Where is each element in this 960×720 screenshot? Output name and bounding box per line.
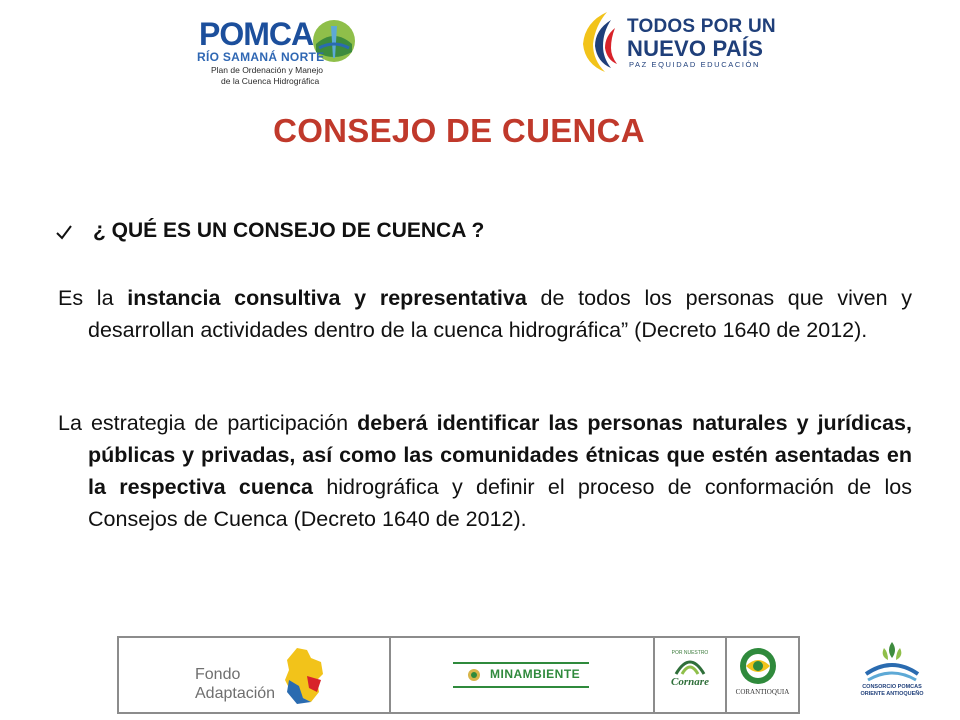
corantioquia-logo [725,638,798,712]
minambiente-logo [389,638,653,712]
cornare-label: Cornare [671,676,709,688]
paragraph-1-emphasis: instancia consultiva y representativa [127,286,527,310]
footer-logo-strip [117,636,800,714]
paragraph-1-rest: de todos los personas que viven y desarrollan actividades dentro de la cuenca hidrográfica” (Decreto 1640 de 2012). [88,286,912,342]
gobierno-flag-icon [577,6,625,78]
paragraph-1 [58,282,912,346]
consorcio-emblem-icon [858,636,926,684]
gobierno-logo [577,6,777,78]
paragraph-2-emphasis: deberá identificar las personas naturales y jurídicas, públicas y privadas, así como las comunidades étnicas que estén asentadas en la respectiva cuenca [88,411,912,499]
fondo-adaptacion-logo [119,638,389,712]
cornare-arc-text: POR NUESTRO [671,650,709,656]
minambiente-badge [453,662,589,688]
paragraph-1-lead: Es la [58,286,128,310]
pomca-tagline-1: Plan de Ordenación y Manejo [211,65,323,75]
gobierno-slogan-2: NUEVO PAÍS [627,36,764,61]
pomca-logo-wordmark: POMCA [199,16,314,52]
bullet-heading [55,219,915,249]
minambiente-label: MINAMBIENTE [490,667,581,681]
corantioquia-emblem-icon [738,646,778,686]
paragraph-2-rest: hidrográfica y definir el proceso de conformación de los Consejos de Cuenca (Decreto 1640 de 2012). [88,475,912,531]
colombia-map-icon [277,646,329,706]
pomca-logo [195,14,360,92]
slide-title: CONSEJO DE CUENCA [273,112,645,149]
corantioquia-label: CORANTIOQUIA [735,688,790,696]
consorcio-label: CONSORCIO POMCAS ORIENTE ANTIOQUEÑO [860,684,924,697]
paragraph-2-lead: La estrategia de participación [58,411,358,435]
paragraph-2 [58,407,912,535]
pomca-tagline-2: de la Cuenca Hidrográfica [221,76,320,86]
pomca-subtitle: RÍO SAMANÁ NORTE [197,50,325,64]
colombia-shield-icon [467,667,481,683]
consorcio-logo [858,636,926,718]
gobierno-slogan-3: PAZ EQUIDAD EDUCACIÓN [629,60,760,69]
adaptacion-label: Adaptación [195,685,276,702]
checkmark-icon [55,224,73,240]
fondo-label: Fondo [195,666,241,683]
cornare-logo [653,638,725,712]
bullet-heading-text: ¿ QUÉ ES UN CONSEJO DE CUENCA ? [93,219,485,242]
gobierno-slogan-1: TODOS POR UN [627,16,776,37]
